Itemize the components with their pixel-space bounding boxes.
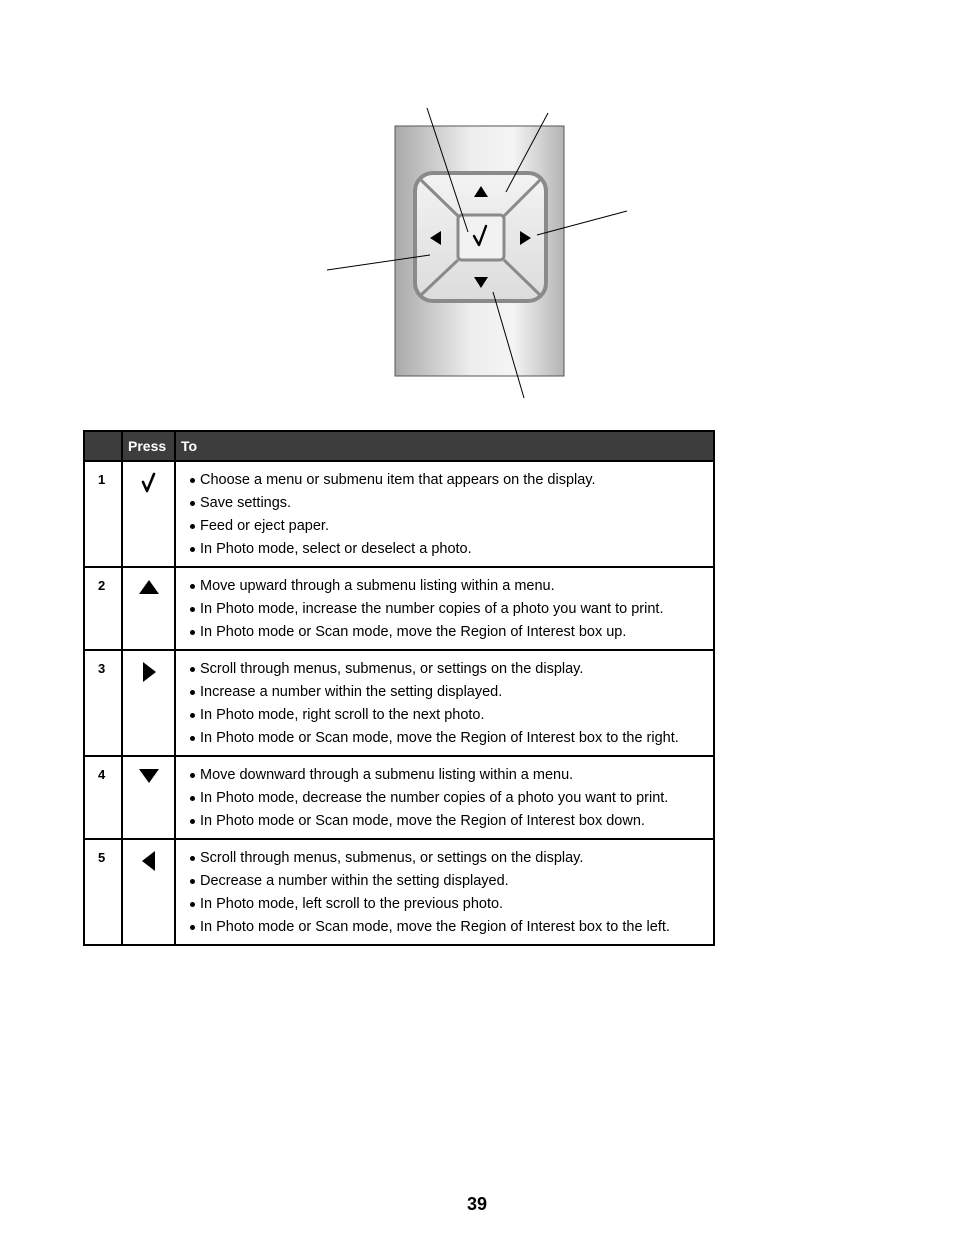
- row-number: 2: [84, 567, 122, 650]
- list-item: Choose a menu or submenu item that appears on the display.: [190, 469, 713, 492]
- list-item: Increase a number within the setting displayed.: [190, 681, 713, 704]
- arrow-up-icon: [138, 578, 160, 596]
- table-row: [84, 756, 714, 839]
- list-item: In Photo mode or Scan mode, move the Region of Interest box to the left.: [190, 916, 713, 939]
- header-to: To: [175, 431, 714, 461]
- press-cell: [122, 839, 175, 945]
- navigation-pad-illustration: [0, 0, 954, 420]
- press-cell: [122, 567, 175, 650]
- action-cell: [175, 461, 714, 567]
- list-item: Move downward through a submenu listing within a menu.: [190, 764, 713, 787]
- table-row: [84, 839, 714, 945]
- action-cell: [175, 567, 714, 650]
- list-item: In Photo mode, left scroll to the previous photo.: [190, 893, 713, 916]
- table-header-row: [84, 431, 714, 461]
- list-item: In Photo mode, increase the number copies of a photo you want to print.: [190, 598, 713, 621]
- press-cell: [122, 756, 175, 839]
- header-number: [84, 431, 122, 461]
- arrow-down-icon: [138, 767, 160, 785]
- list-item: In Photo mode or Scan mode, move the Region of Interest box to the right.: [190, 727, 713, 750]
- arrow-left-icon: [140, 850, 158, 872]
- list-item: In Photo mode or Scan mode, move the Region of Interest box down.: [190, 810, 713, 833]
- action-cell: [175, 839, 714, 945]
- page-number: 39: [466, 1194, 488, 1214]
- list-item: In Photo mode or Scan mode, move the Region of Interest box up.: [190, 621, 713, 644]
- press-cell: [122, 461, 175, 567]
- row-number: 1: [84, 461, 122, 567]
- list-item: Scroll through menus, submenus, or settings on the display.: [190, 847, 713, 870]
- list-item: In Photo mode, right scroll to the next photo.: [190, 704, 713, 727]
- checkmark-icon: [141, 472, 157, 494]
- list-item: Scroll through menus, submenus, or settings on the display.: [190, 658, 713, 681]
- arrow-right-icon: [140, 661, 158, 683]
- table-row: [84, 461, 714, 567]
- action-cell: [175, 650, 714, 756]
- action-cell: [175, 756, 714, 839]
- list-item: Move upward through a submenu listing within a menu.: [190, 575, 713, 598]
- list-item: Save settings.: [190, 492, 713, 515]
- press-cell: [122, 650, 175, 756]
- row-number: 4: [84, 756, 122, 839]
- list-item: In Photo mode, select or deselect a photo.: [190, 538, 713, 561]
- table-row: [84, 650, 714, 756]
- list-item: Decrease a number within the setting displayed.: [190, 870, 713, 893]
- row-number: 5: [84, 839, 122, 945]
- button-functions-table: [83, 430, 715, 946]
- list-item: In Photo mode, decrease the number copies of a photo you want to print.: [190, 787, 713, 810]
- table-row: [84, 567, 714, 650]
- row-number: 3: [84, 650, 122, 756]
- list-item: Feed or eject paper.: [190, 515, 713, 538]
- header-press: Press: [122, 431, 175, 461]
